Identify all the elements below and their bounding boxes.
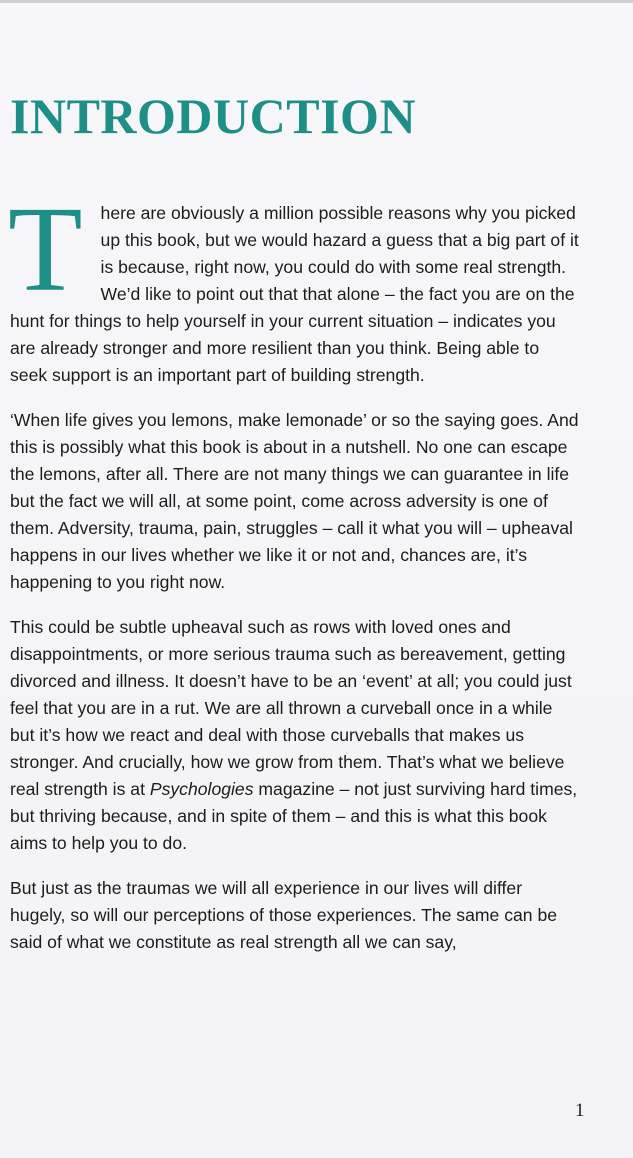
drop-cap: T: [8, 182, 83, 317]
paragraph-3-text-a: This could be subtle upheaval such as rows with loved ones and disappointments, or more serious trauma such as bereavement, getting divorced and illness. It doesn’t have to be an ‘event’ at all; you could just feel that you are in a rut. We are all thrown a curveball once in a while but it’s how we react and deal with those curveballs that makes us stronger. And crucially, how we grow from them. That’s what we believe real strength is at: [10, 617, 572, 799]
paragraph-2: ‘When life gives you lemons, make lemonade’ or so the saying goes. And this is possibly what this book is about in a nutshell. No one can escape the lemons, after all. There are not many things we can guarantee in life but the fact we will all, at some point, come across adversity is one of them. Adversity, trauma, pain, struggles – call it what you will – upheaval happens in our lives whether we like it or not and, chances are, it’s happening to you right now.: [10, 410, 579, 592]
paragraph-3: [10, 614, 580, 857]
paragraph-1: [8, 182, 580, 389]
magazine-title: Psychologies: [149, 779, 254, 799]
body-text: [8, 182, 580, 974]
chapter-heading: INTRODUCTION: [10, 88, 417, 144]
page-top-edge: [0, 0, 633, 3]
paragraph-3-text-b: magazine – not just surviving hard times, but thriving because, and in spite of them – and this is what this book aims to help you to do.: [10, 779, 578, 853]
paragraph-4: But just as the traumas we will all experience in our lives will differ hugely, so will our perceptions of those experiences. The same can be said of what we constitute as real strength all we can say,: [10, 878, 558, 952]
page-number: 1: [575, 1100, 585, 1121]
paragraph-1-text: here are obviously a million possible reasons why you picked up this book, but we would hazard a guess that a big part of it is because, right now, you could do with some real strength. We’d like to point out that that alone – the fact you are on the hunt for things to help yourself in your current situation – indicates you are already stronger and more resilient than you think. Being able to seek support is an important part of building strength.: [10, 203, 579, 385]
